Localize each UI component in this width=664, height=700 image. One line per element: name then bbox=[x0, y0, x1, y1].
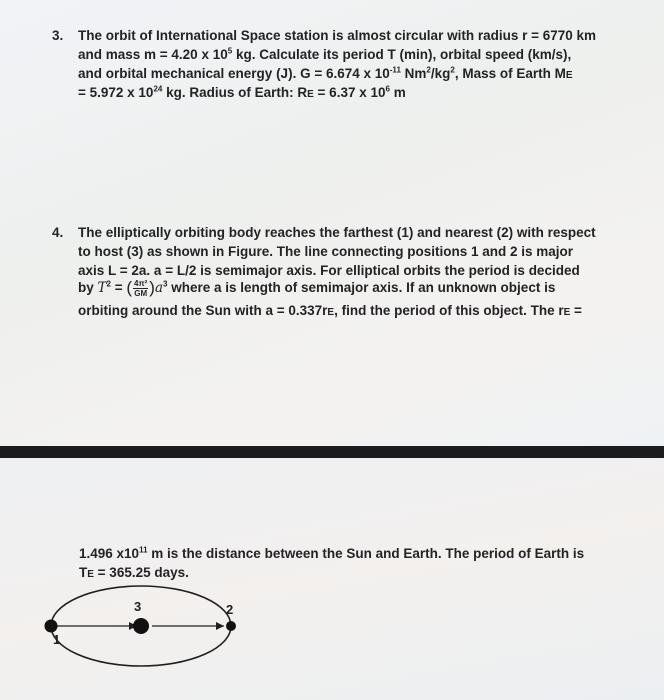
problem-4-number: 4. bbox=[52, 225, 64, 240]
near-label: 2 bbox=[226, 602, 234, 617]
continuation-line-2: TE = 365.25 days. bbox=[79, 565, 189, 580]
problem-3-line-2: and mass m = 4.20 x $10^5$ kg. Calculate its period T (min), orbital speed (km/s), bbox=[78, 46, 572, 62]
near-point-dot bbox=[226, 621, 236, 631]
problem-3-line-3: and orbital mechanical energy (J). G = 6.674 x $10^{-11}$ $Nm^2/kg^2$, Mass of Earth ME bbox=[78, 65, 573, 81]
far-label: 1 bbox=[53, 632, 61, 647]
problem-4-line-1: The elliptically orbiting body reaches the farthest (1) and nearest (2) with respect bbox=[78, 225, 596, 240]
page-divider bbox=[0, 446, 664, 458]
problem-4-line-4: by $T^2$ = ( $\frac{\text{4π²}}{GM}$ )$a^3$ where a is length of semimajor axis. If an unknown object is bbox=[78, 278, 556, 298]
continuation-line-1: 1.496 $x10^{11}$ m is the distance between the Sun and Earth. The period of Earth is bbox=[79, 545, 585, 561]
problem-3-line-4: = 5.972 x $10^{24}$ kg. Radius of Earth: RE = 6.37 x $10^6$ m bbox=[78, 84, 406, 100]
arrowhead-right bbox=[216, 622, 224, 630]
problem-4-line-5: orbiting around the Sun with a = 0.337rE, find the period of this object. The rE = bbox=[78, 303, 582, 318]
orbit-diagram bbox=[36, 578, 256, 696]
host-body bbox=[133, 618, 149, 634]
problem-4-line-3: axis L = 2a. a = L/2 is semimajor axis. For elliptical orbits the period is decided bbox=[78, 263, 580, 278]
problem-3-line-1: The orbit of International Space station is almost circular with radius r = 6770 km bbox=[78, 28, 597, 43]
host-label: 3 bbox=[134, 599, 142, 614]
far-point-dot bbox=[45, 620, 58, 633]
kepler-fraction: $\frac{\text{4π²}}{GM}$ bbox=[134, 279, 148, 298]
problem-4-line-2: to host (3) as shown in Figure. The line connecting positions 1 and 2 is major bbox=[78, 244, 574, 259]
problem-3-number: 3. bbox=[52, 28, 64, 43]
